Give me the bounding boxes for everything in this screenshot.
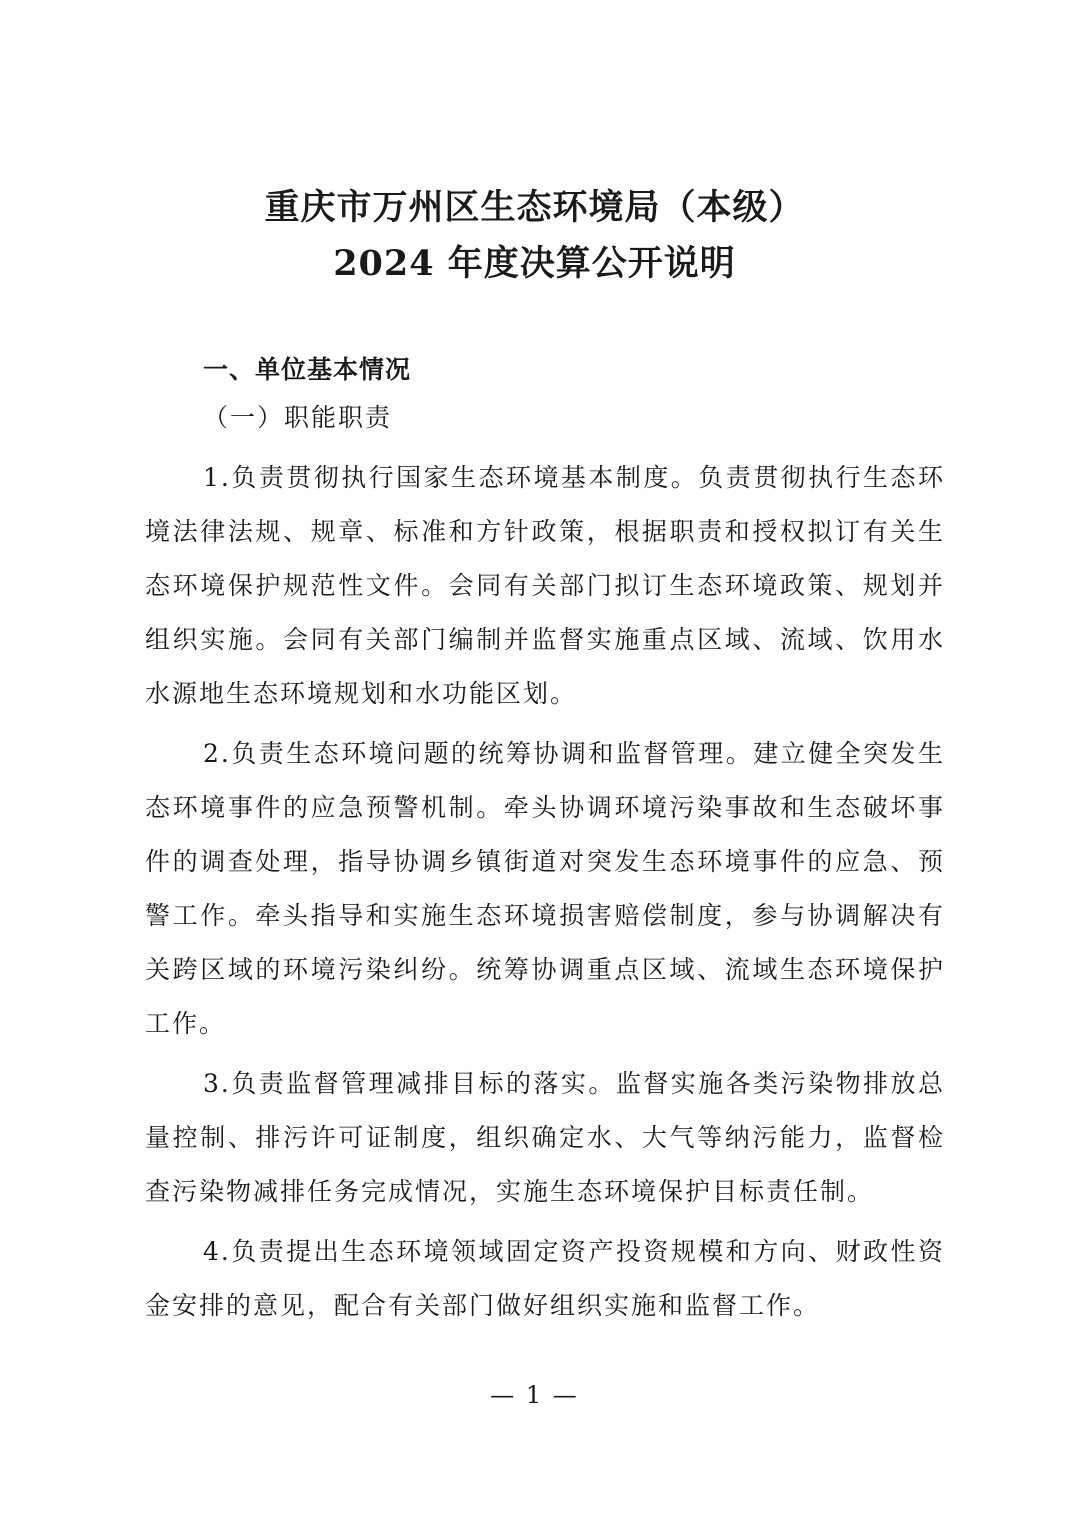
paragraph-duty-4: 4.负责提出生态环境领域固定资产投资规模和方向、财政性资金安排的意见，配合有关部门做好组织实施和监督工作。 [145,1237,945,1320]
paragraph-duty-1: 1.负责贯彻执行国家生态环境基本制度。负责贯彻执行生态环境法律法规、规章、标准和方针政策，根据职责和授权拟订有关生态环境保护规范性文件。会同有关部门拟订生态环境政策、规划并组织实施。会同有关部门编制并监督实施重点区域、流域、饮用水水源地生态环境规划和水功能区划。 [145,463,945,708]
document-body [145,347,945,1339]
paragraph-duty-2: 2.负责生态环境问题的统筹协调和监督管理。建立健全突发生态环境事件的应急预警机制。牵头协调环境污染事故和生态破坏事件的调查处理，指导协调乡镇街道对突发生态环境事件的应急、预警工作。牵头指导和实施生态环境损害赔偿制度，参与协调解决有关跨区域的环境污染纠纷。统筹协调重点区域、流域生态环境保护工作。 [145,739,945,1038]
subsection-heading-functions: （一）职能职责 [203,403,393,432]
page-number: — 1 — [490,1381,579,1409]
document-title-line-1: 重庆市万州区生态环境局（本级） [264,187,805,228]
document-title-line-2: 2024 年度决算公开说明 [333,243,736,284]
section-heading-unit-basic-info: 一、单位基本情况 [203,355,412,384]
paragraph-duty-3: 3.负责监督管理减排目标的落实。监督实施各类污染物排放总量控制、排污许可证制度，组织确定水、大气等纳污能力，监督检查污染物减排任务完成情况，实施生态环境保护目标责任制。 [145,1069,945,1206]
